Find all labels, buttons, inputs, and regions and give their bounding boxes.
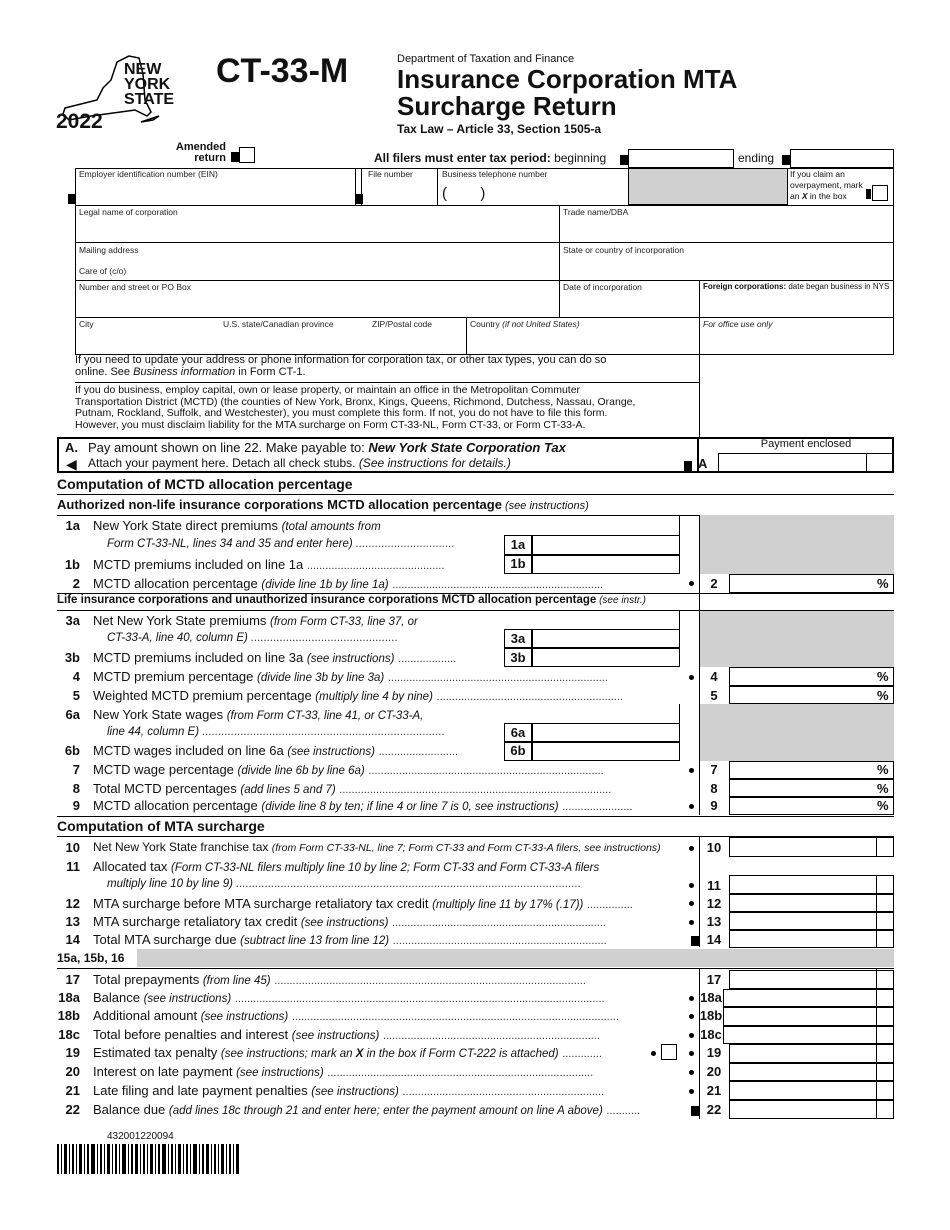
update-notice xyxy=(75,355,699,378)
l1a-1i: (total amounts from xyxy=(281,521,381,533)
foreign-r: date began business in NYS xyxy=(786,282,890,291)
s1b-bold: Life insurance corporations and unauthorized insurance corporations MCTD allocation percentage xyxy=(57,594,597,606)
line-11-text-1 xyxy=(93,859,599,874)
line-number-21: 21 xyxy=(65,1083,80,1098)
line-number-18c: 18c xyxy=(58,1027,80,1042)
barcode-number: 432001220094 xyxy=(107,1131,174,1142)
l18c: Total before penalties and interest xyxy=(93,1027,292,1042)
update-2c: in Form CT-1. xyxy=(235,365,306,378)
payment-enclosed-label: Payment enclosed xyxy=(760,438,852,450)
ct222-checkbox[interactable] xyxy=(661,1044,677,1060)
line-19-text: Estimated tax penalty (see instructions; mark an X in the box if Form CT-222 is attached) ............. xyxy=(93,1045,602,1060)
line-20-text: Interest on late payment (see instructions) ....................................................................................... xyxy=(93,1064,594,1079)
line-number-12-box: 12 xyxy=(706,896,722,911)
phone-input[interactable]: ( ) xyxy=(442,185,486,202)
line-number-6b-box: 6b xyxy=(510,743,526,758)
l6b: MCTD wages included on line 6a xyxy=(93,743,288,758)
ending-label: ending xyxy=(738,151,775,165)
line-number-8-box: 8 xyxy=(710,781,718,796)
overpay-line-3 xyxy=(790,191,863,202)
pay-2b: (See instructions for details.) xyxy=(358,456,511,470)
line-number-1b-box: 1b xyxy=(510,556,526,571)
legal-name-label: Legal name of corporation xyxy=(79,207,178,217)
date-incorporation-input[interactable] xyxy=(563,295,695,315)
phone-label: Business telephone number xyxy=(442,169,548,179)
input-21[interactable] xyxy=(729,1081,894,1100)
l18ci: (see instructions) xyxy=(291,1030,380,1042)
line-14-text: Total MTA surcharge due (subtract line 13 from line 12) ...................................................................... xyxy=(93,932,607,947)
trade-name-label: Trade name/DBA xyxy=(563,207,629,217)
line-number-20: 20 xyxy=(65,1064,80,1079)
line-number-20-box: 20 xyxy=(706,1064,722,1079)
payment-line-2 xyxy=(88,456,511,470)
line-number-12: 12 xyxy=(65,896,80,911)
amended-line-1: Amended xyxy=(175,141,226,153)
input-19[interactable] xyxy=(729,1044,894,1063)
l21: Late filing and late payment penalties xyxy=(93,1083,312,1098)
input-4[interactable] xyxy=(729,667,894,686)
overpay-3c: in the box xyxy=(807,191,847,201)
l3a-1: Net New York State premiums xyxy=(93,613,271,628)
line-4-text: MCTD premium percentage (divide line 3b by line 3a) ........................................................................ xyxy=(93,669,608,684)
period-label xyxy=(374,151,606,165)
l5: Weighted MCTD premium percentage xyxy=(93,688,316,703)
beginning-label: beginning xyxy=(554,151,607,165)
l18ai: (see instructions) xyxy=(143,993,232,1005)
line-18a-text: Balance (see instructions) ......................................................................................................................... xyxy=(93,990,605,1005)
line-number-6a-box: 6a xyxy=(510,725,526,740)
l6a-1: New York State wages xyxy=(93,707,227,722)
l9: MCTD allocation percentage xyxy=(93,798,262,813)
line-number-8: 8 xyxy=(72,781,80,796)
l7i: (divide line 6b by line 6a) xyxy=(237,765,365,777)
line-number-18a-box: 18a xyxy=(700,990,722,1005)
l18b: Additional amount xyxy=(93,1008,201,1023)
input-2[interactable] xyxy=(729,574,894,593)
l2: MCTD allocation percentage xyxy=(93,576,262,591)
line-9-text: MCTD allocation percentage (divide line 8 by ten; if line 4 or line 7 is 0, see instructions) ....................... xyxy=(93,798,633,813)
l6a-2: line 44, column E) xyxy=(107,726,200,738)
period-beginning-input[interactable] xyxy=(628,149,734,168)
input-22[interactable] xyxy=(729,1100,894,1119)
line-22-text: Balance due (add lines 18c through 21 and enter here; enter the payment amount on line A above) ........... xyxy=(93,1102,641,1117)
care-of-label: Care of (c/o) xyxy=(79,266,127,276)
line-number-13-box: 13 xyxy=(706,914,722,929)
l8i: (add lines 5 and 7) xyxy=(240,784,336,796)
line-number-18b-box: 18b xyxy=(699,1008,723,1023)
line-18b-text: Additional amount (see instructions) ........................................................................................................... xyxy=(93,1008,619,1023)
city-state-zip-input[interactable] xyxy=(79,332,462,352)
foreign-corp-label xyxy=(703,282,889,291)
payment-box-letter: A xyxy=(698,456,708,471)
line-1a-text-1 xyxy=(93,518,381,533)
update-2a: online. See xyxy=(75,365,134,378)
line-number-7: 7 xyxy=(72,762,80,777)
line-number-17-box: 17 xyxy=(706,972,722,987)
l1a-2: Form CT-33-NL, lines 34 and 35 and enter here) xyxy=(107,538,353,550)
l2i: (divide line 1b by line 1a) xyxy=(261,579,389,591)
line-1b-text: MCTD premiums included on line 1a ............................................. xyxy=(93,557,445,572)
country-input[interactable] xyxy=(470,332,695,352)
input-9[interactable] xyxy=(729,797,894,815)
line-1a-text-2: Form CT-33-NL, lines 34 and 35 and enter here) ............................... xyxy=(107,538,455,550)
percent-4: % xyxy=(877,669,889,684)
line-number-4: 4 xyxy=(72,669,80,684)
update-2b: Business information xyxy=(133,365,236,378)
l19x: X xyxy=(355,1048,364,1060)
line-11-text-2: multiply line 10 by line 9) ............................................................................................................ xyxy=(107,878,582,890)
line-number-6a: 6a xyxy=(65,707,80,722)
l6bi: (see instructions) xyxy=(287,746,375,758)
state-logo-text xyxy=(124,62,174,107)
line-6b-text: MCTD wages included on line 6a (see instructions) .......................... xyxy=(93,743,459,758)
input-1a[interactable] xyxy=(532,535,680,555)
line-number-2: 2 xyxy=(72,576,80,591)
l20i: (see instructions) xyxy=(236,1067,324,1079)
l12i: (multiply line 11 by 17% (.17)) xyxy=(432,899,584,911)
overpay-line-2: overpayment, mark xyxy=(790,180,863,190)
line-number-19: 19 xyxy=(65,1045,80,1060)
s1a-italic: (see instructions) xyxy=(501,500,589,512)
state-incorporation-label: State or country of incorporation xyxy=(563,245,684,255)
street-input[interactable] xyxy=(79,295,554,315)
percent-7: % xyxy=(877,762,889,777)
line-18c-text: Total before penalties and interest (see instructions) ....................................................................... xyxy=(93,1027,600,1042)
l22: Balance due xyxy=(93,1102,169,1117)
line-number-7-box: 7 xyxy=(710,762,718,777)
l21i: (see instructions) xyxy=(311,1086,399,1098)
l13i: (see instructions) xyxy=(300,917,389,929)
l9i: (divide line 8 by ten; if line 4 or line 7 is 0, see instructions) xyxy=(261,801,559,813)
l6a-1i: (from Form CT-33, line 41, or CT-33-A, xyxy=(226,710,424,722)
payment-line-1 xyxy=(88,440,566,455)
l14: Total MTA surcharge due xyxy=(93,932,241,947)
amended-label xyxy=(160,142,226,164)
city-label: City xyxy=(79,319,94,329)
overpayment-checkbox[interactable] xyxy=(872,185,888,201)
overpay-line-1: If you claim an xyxy=(790,169,845,179)
state-incorporation-input[interactable] xyxy=(563,258,888,278)
line-3a-text-2: CT-33-A, line 40, column E) .............................................. xyxy=(107,632,399,644)
form-title xyxy=(397,66,737,120)
input-18a[interactable] xyxy=(723,989,894,1007)
mctd-notice xyxy=(75,385,699,431)
line-7-text: MCTD wage percentage (divide line 6b by line 6a) ............................................................................. xyxy=(93,762,604,777)
input-17[interactable] xyxy=(729,970,894,989)
l3b: MCTD premiums included on line 3a xyxy=(93,650,307,665)
line-number-1a: 1a xyxy=(65,518,80,533)
legal-name-input[interactable] xyxy=(79,220,554,240)
ein-input[interactable] xyxy=(79,182,351,202)
line-8-text: Total MCTD percentages (add lines 5 and 7) ......................................................................................... xyxy=(93,781,612,796)
line-5-text: Weighted MCTD premium percentage (multiply line 4 by nine) ............................................................. xyxy=(93,688,623,703)
line-number-14-box: 14 xyxy=(706,932,722,947)
line-number-10-box: 10 xyxy=(706,840,722,855)
amended-line-2: return xyxy=(194,152,226,164)
input-11[interactable] xyxy=(729,875,894,894)
pay-1b: New York State Corporation Tax xyxy=(368,440,566,455)
line-21-text: Late filing and late payment penalties (see instructions) .................................................................. xyxy=(93,1083,605,1098)
pay-2a: Attach your payment here. Detach all check stubs. xyxy=(88,456,359,470)
l19i: (see instructions; mark an xyxy=(220,1048,356,1060)
form-year: 2022 xyxy=(56,110,103,133)
l11-1i: (Form CT-33-NL filers multiply line 10 by line 2; Form CT-33 and Form CT-33-A filers xyxy=(171,862,600,874)
line-number-18c-box: 18c xyxy=(700,1027,722,1042)
update-line-1: If you need to update your address or phone information for corporation tax, or other tax types, you can do so xyxy=(75,354,607,366)
title-line-2: Surcharge Return xyxy=(397,91,617,121)
line-number-1b: 1b xyxy=(64,557,80,572)
l1b: MCTD premiums included on line 1a xyxy=(93,557,304,572)
input-18b[interactable] xyxy=(723,1007,894,1026)
trade-name-input[interactable] xyxy=(563,220,888,240)
l5i: (multiply line 4 by nine) xyxy=(315,691,433,703)
date-incorporation-label: Date of incorporation xyxy=(563,282,642,292)
l7: MCTD wage percentage xyxy=(93,762,238,777)
line-number-21-box: 21 xyxy=(706,1083,722,1098)
line-number-9-box: 9 xyxy=(710,798,718,813)
line-6a-text-2: line 44, column E) ............................................................................ xyxy=(107,726,446,738)
line-3a-text-1 xyxy=(93,613,418,628)
overpay-3a: an xyxy=(790,191,802,201)
logo-line-3: STATE xyxy=(124,91,175,108)
line-number-18b: 18b xyxy=(57,1008,80,1023)
payment-label: A. xyxy=(65,440,78,455)
street-label: Number and street or PO Box xyxy=(79,282,191,292)
line-3b-text: MCTD premiums included on line 3a (see instructions) ................... xyxy=(93,650,457,665)
l22i: (add lines 18c through 21 and enter here; enter the payment amount on line A above) xyxy=(168,1105,603,1117)
percent-5: % xyxy=(877,688,889,703)
line-number-1a-box: 1a xyxy=(510,537,526,552)
line-number-18a: 18a xyxy=(58,990,80,1005)
line-17-text: Total prepayments (from line 45) ...................................................................................................... xyxy=(93,972,586,987)
input-14[interactable] xyxy=(729,930,894,948)
input-6a[interactable] xyxy=(532,723,680,742)
percent-8: % xyxy=(877,781,889,796)
logo-line-1: NEW xyxy=(124,61,162,78)
s1b-italic: (see instr.) xyxy=(596,595,646,606)
line-number-11: 11 xyxy=(66,859,80,874)
line-2-text: MCTD allocation percentage (divide line 1b by line 1a) ..................................................................... xyxy=(93,576,604,591)
overpay-3b: X xyxy=(801,191,808,201)
line-number-5-box: 5 xyxy=(710,688,718,703)
input-10[interactable] xyxy=(729,837,894,857)
l14i: (subtract line 13 from line 12) xyxy=(240,935,390,947)
country-italic: (if not United States) xyxy=(502,319,580,329)
l12: MTA surcharge before MTA surcharge retaliatory tax credit xyxy=(93,896,433,911)
l1a-1: New York State direct premiums xyxy=(93,518,282,533)
care-of-input[interactable] xyxy=(130,262,550,278)
input-13[interactable] xyxy=(729,912,894,930)
input-3b[interactable] xyxy=(532,648,680,667)
section-mctd-allocation: Computation of MCTD allocation percentage xyxy=(57,476,353,492)
line-number-19-box: 19 xyxy=(706,1045,722,1060)
l17i: (from line 45) xyxy=(202,975,271,987)
logo-line-2: YORK xyxy=(124,76,171,93)
country-label xyxy=(470,319,580,329)
subsection-life xyxy=(57,594,646,606)
file-number-label: File number xyxy=(368,169,413,179)
input-3a[interactable] xyxy=(532,629,680,648)
title-line-1: Insurance Corporation MTA xyxy=(397,64,738,94)
percent-2: % xyxy=(877,576,889,591)
line-13-text: MTA surcharge retaliatory tax credit (see instructions) ...................................................................... xyxy=(93,914,606,929)
line-number-9: 9 xyxy=(72,798,80,813)
line-number-3a: 3a xyxy=(65,613,80,628)
input-20[interactable] xyxy=(729,1063,894,1081)
subsection-nonlife xyxy=(57,497,589,512)
input-12[interactable] xyxy=(729,894,894,912)
amended-checkbox[interactable] xyxy=(239,147,255,163)
barcode-icon xyxy=(57,1144,239,1174)
percent-9: % xyxy=(877,798,889,813)
l10: Net New York State franchise tax xyxy=(93,840,272,854)
payment-arrow-icon: ◀ xyxy=(66,456,77,472)
mailing-address-label: Mailing address xyxy=(79,245,139,255)
pay-1a: Pay amount shown on line 22. Make payable to: xyxy=(88,440,369,455)
input-18c[interactable] xyxy=(723,1026,894,1044)
l18bi: (see instructions) xyxy=(200,1011,289,1023)
us-state-label: U.S. state/Canadian province xyxy=(223,319,334,329)
lines-15-16-label: 15a, 15b, 16 xyxy=(57,951,125,965)
l18a: Balance xyxy=(93,990,144,1005)
department: Department of Taxation and Finance xyxy=(397,53,575,65)
l19i2: in the box if Form CT-222 is attached) xyxy=(363,1048,559,1060)
office-use-label: For office use only xyxy=(703,319,773,329)
barcode xyxy=(57,1144,239,1174)
line-number-4-box: 4 xyxy=(710,669,718,684)
l11-2: multiply line 10 by line 9) xyxy=(107,878,233,890)
period-ending-input[interactable] xyxy=(790,149,894,168)
l20: Interest on late payment xyxy=(93,1064,237,1079)
line-number-14: 14 xyxy=(65,932,80,947)
input-5[interactable] xyxy=(729,686,894,704)
line-number-2-box: 2 xyxy=(710,576,718,591)
form-number: CT-33-M xyxy=(216,52,349,90)
mctd-line-4: However, you must disclaim liability for the MTA surcharge on Form CT-33-NL, Form CT-33, or Form CT-33-A. xyxy=(75,418,586,431)
update-line-2 xyxy=(75,367,699,379)
line-number-17: 17 xyxy=(65,972,80,987)
input-1b[interactable] xyxy=(532,555,680,574)
l8: Total MCTD percentages xyxy=(93,781,241,796)
foreign-b: Foreign corporations: xyxy=(703,282,787,291)
l11-1: Allocated tax xyxy=(93,859,172,874)
line-6a-text-1 xyxy=(93,707,423,722)
foreign-date-input[interactable] xyxy=(703,295,891,315)
l13: MTA surcharge retaliatory tax credit xyxy=(93,914,301,929)
mctd-line-3: Putnam, Rockland, Suffolk, and Westchester), you must complete this form. If not, you do not have to file this form. xyxy=(75,407,608,420)
l4i: (divide line 3b by line 3a) xyxy=(257,672,385,684)
line-number-11-box: 11 xyxy=(707,878,721,893)
line-number-22: 22 xyxy=(65,1102,80,1117)
mctd-line-2: Transportation District (MCTD) (the counties of New York, Bronx, Kings, Queens, Richmond, Dutchess, Nassau, Orange, xyxy=(75,395,636,408)
line-10-text xyxy=(93,840,661,854)
line-number-3a-box: 3a xyxy=(510,631,526,646)
input-8[interactable] xyxy=(729,779,894,797)
file-number-input[interactable] xyxy=(365,182,435,202)
line-number-3b: 3b xyxy=(64,650,80,665)
zip-label: ZIP/Postal code xyxy=(372,319,433,329)
input-6b[interactable] xyxy=(532,742,680,761)
l3a-1i: (from Form CT-33, line 37, or xyxy=(270,616,418,628)
mctd-line-1: If you do business, employ capital, own or lease property, or maintain an office in the Metropolitan Commuter xyxy=(75,384,581,396)
line-12-text: MTA surcharge before MTA surcharge retaliatory tax credit (multiply line 11 by 17% (.17)) ............... xyxy=(93,896,633,911)
ein-label: Employer identification number (EIN) xyxy=(79,169,218,179)
l19: Estimated tax penalty xyxy=(93,1045,221,1060)
section-mta-surcharge: Computation of MTA surcharge xyxy=(57,818,265,834)
s1a-bold: Authorized non-life insurance corporations MCTD allocation percentage xyxy=(57,497,502,512)
line-number-13: 13 xyxy=(65,914,80,929)
line-number-22-box: 22 xyxy=(706,1102,722,1117)
line-number-6b: 6b xyxy=(64,743,80,758)
l4: MCTD premium percentage xyxy=(93,669,257,684)
input-7[interactable] xyxy=(729,761,894,779)
line-number-3b-box: 3b xyxy=(510,650,526,665)
overpayment-note xyxy=(790,169,863,202)
l10i: (from Form CT-33-NL, line 7; Form CT-33 and Form CT-33-A filers, see instructions) xyxy=(271,842,661,854)
period-label-text: All filers must enter tax period: xyxy=(374,151,551,165)
payment-amount-input[interactable] xyxy=(718,453,894,473)
line-number-5: 5 xyxy=(72,688,80,703)
l3bi: (see instructions) xyxy=(306,653,395,665)
line-number-10: 10 xyxy=(65,840,80,855)
tax-law: Tax Law – Article 33, Section 1505-a xyxy=(397,122,602,136)
l3a-2: CT-33-A, line 40, column E) xyxy=(107,632,248,644)
country-text: Country xyxy=(470,319,503,329)
l17: Total prepayments xyxy=(93,972,203,987)
